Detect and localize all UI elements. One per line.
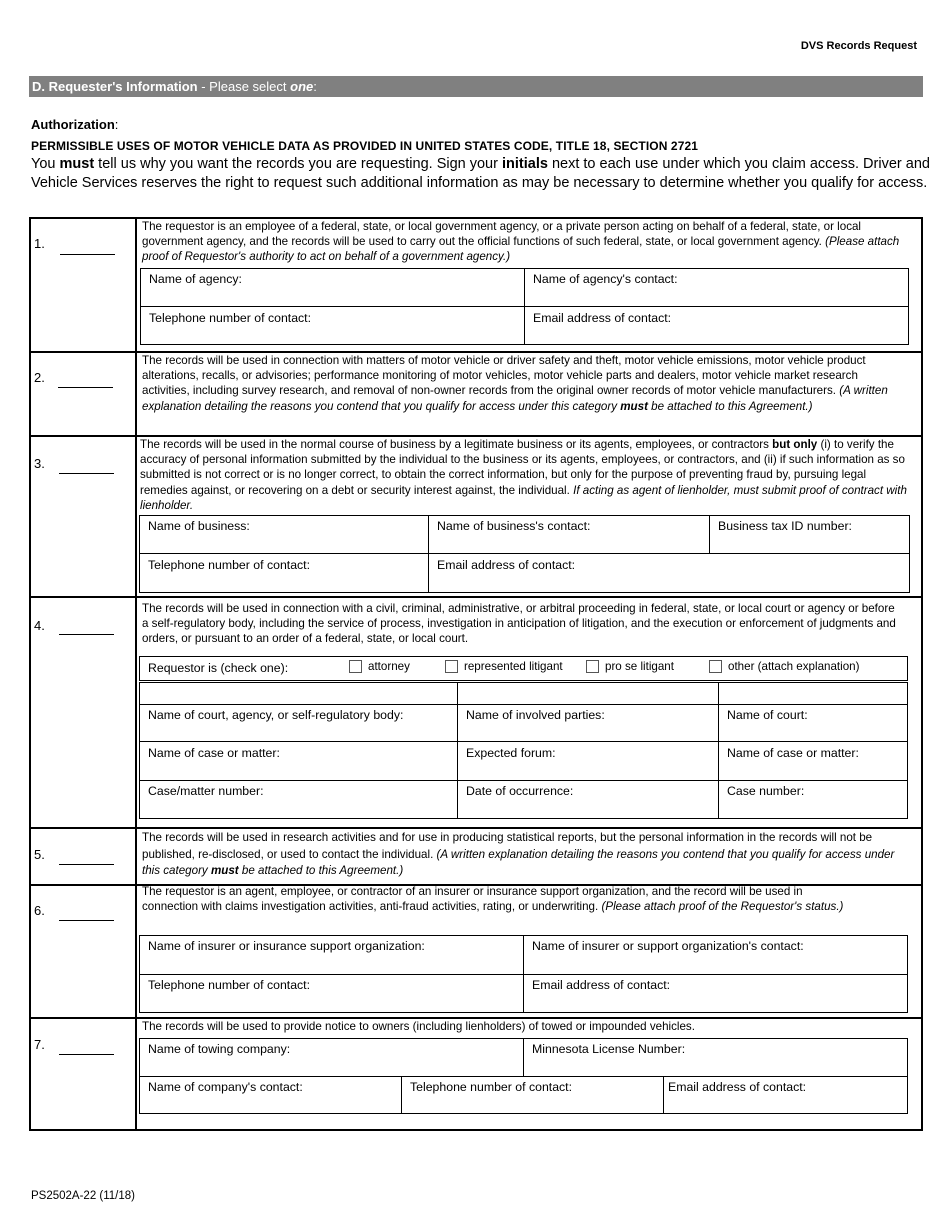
- requestor-type-row: [139, 656, 908, 681]
- insurer-email-field[interactable]: Email address of contact:: [532, 978, 671, 992]
- use-number-5: 5.: [34, 847, 45, 862]
- use-number-1: 1.: [34, 236, 45, 251]
- intro-initials: initials: [501, 156, 548, 172]
- court-agency-body-field[interactable]: Name of court, agency, or self-regulatory body:: [148, 708, 404, 722]
- authorization-heading: [31, 117, 118, 132]
- authorization-colon: :: [114, 117, 119, 132]
- option-other[interactable]: [709, 660, 859, 673]
- company-email-field[interactable]: Email address of contact:: [668, 1080, 807, 1094]
- use-3-body-b: (i) to verify the accuracy of personal information submitted by the individual to the business or its agents, employees, or contractors, and (ii) if such information as so submitted is not correct or is no longer correct, to obtain the correct information, but only for the purpose of preventing fraud by, pursuing legal remedies against, or recovering on a debt or security interest against, the individual.: [140, 438, 905, 497]
- other-label: other (attach explanation): [728, 660, 860, 673]
- use-6-fields: [139, 935, 908, 1013]
- use-1-body: The requestor is an employee of a federal, state, or local government agency, or a private person acting on behalf of a federal, state, or local government agency, and the records will be used to carry out the official functions of such federal, state, or local government agency.: [142, 220, 862, 249]
- pro-se-litigant-label: pro se litigant: [605, 660, 674, 673]
- section-hint-em: one: [290, 79, 314, 94]
- case-matter-name-field[interactable]: Name of case or matter:: [148, 746, 280, 760]
- involved-parties-field[interactable]: Name of involved parties:: [466, 708, 605, 722]
- requestor-type-label: Requestor is (check one):: [148, 661, 289, 675]
- business-tax-id-field[interactable]: Business tax ID number:: [718, 519, 852, 533]
- case-matter-name-field-2[interactable]: Name of case or matter:: [727, 746, 859, 760]
- use-1-text: [142, 219, 902, 265]
- use-3-body-a: The records will be used in the normal course of business by a legitimate business or its agents, employees, or contractors: [140, 438, 773, 451]
- insurer-name-field[interactable]: Name of insurer or insurance support organization:: [148, 939, 425, 953]
- form-number: PS2502A-22 (11/18): [31, 1190, 135, 1202]
- row-divider: [29, 596, 923, 598]
- case-matter-number-field[interactable]: Case/matter number:: [148, 784, 264, 798]
- use-5-body: The records will be used in research activities and for use in producing statistical reports, but the personal information in the records will not be published, re-disclosed, or used to contact the individual.: [142, 831, 873, 861]
- use-6-text: [142, 884, 857, 914]
- date-of-occurrence-field[interactable]: Date of occurrence:: [466, 784, 574, 798]
- initials-line-3[interactable]: [59, 473, 114, 474]
- business-email-field[interactable]: Email address of contact:: [437, 558, 576, 572]
- use-3-fields: [139, 515, 910, 593]
- use-number-4: 4.: [34, 618, 45, 633]
- intro-text-3: next to each use under which you claim access. Driver and Vehicle Services reserves the right to request such additional information as may be necessary to determine whether you qualify for access.: [31, 156, 930, 191]
- use-2-note-b: be attached to this Agreement.): [647, 399, 813, 413]
- use-1-fields: [140, 268, 909, 345]
- court-name-field[interactable]: Name of court:: [727, 708, 808, 722]
- use-3-but-only: but only: [772, 438, 818, 451]
- use-number-3: 3.: [34, 456, 45, 471]
- towing-company-field[interactable]: Name of towing company:: [148, 1042, 291, 1056]
- insurer-contact-field[interactable]: Name of insurer or support organization's contact:: [532, 939, 804, 953]
- use-6-note: (Please attach proof of the Requestor's status.): [601, 900, 844, 914]
- represented-litigant-checkbox[interactable]: [445, 660, 458, 673]
- expected-forum-field[interactable]: Expected forum:: [466, 746, 556, 760]
- company-contact-field[interactable]: Name of company's contact:: [148, 1080, 303, 1094]
- represented-litigant-label: represented litigant: [464, 660, 563, 673]
- pro-se-litigant-checkbox[interactable]: [586, 660, 599, 673]
- agency-phone-field[interactable]: Telephone number of contact:: [149, 311, 312, 325]
- use-7-fields: [139, 1038, 908, 1114]
- option-attorney[interactable]: [349, 660, 410, 673]
- section-label: D. Requester's Information: [32, 79, 198, 94]
- license-number-field[interactable]: Minnesota License Number:: [532, 1042, 686, 1056]
- initials-line-7[interactable]: [59, 1054, 114, 1055]
- use-number-2: 2.: [34, 370, 45, 385]
- use-5-text: [142, 830, 902, 880]
- business-contact-field[interactable]: Name of business's contact:: [437, 519, 591, 533]
- use-2-note-must: must: [620, 399, 648, 413]
- intro-text-2: tell us why you want the records you are requesting. Sign your: [94, 156, 502, 172]
- use-3-note: If acting as agent of lienholder, must submit proof of contract with lienholder.: [140, 483, 907, 512]
- option-pro-se-litigant[interactable]: [586, 660, 674, 673]
- attorney-checkbox[interactable]: [349, 660, 362, 673]
- column-divider: [135, 217, 137, 1131]
- use-5-note-must: must: [210, 864, 239, 877]
- use-4-text: The records will be used in connection with a civil, criminal, administrative, or arbitral proceeding in federal, state, or local court or agency or before a self-regulatory body, including the service of process, investigation in anticipation of litigation, and the execution or enforcement of judgments and orders, or pursuant to an order of a federal, state, or local court.: [142, 602, 896, 646]
- case-number-field[interactable]: Case number:: [727, 784, 805, 798]
- use-1-note: (Please attach proof of Requestor's authority to act on behalf of a government agency.): [142, 235, 900, 264]
- initials-line-1[interactable]: [60, 254, 115, 255]
- initials-line-5[interactable]: [59, 864, 114, 865]
- use-6-body: The requestor is an agent, employee, or contractor of an insurer or insurance support organization, and the record will be used in connection with claims investigation activities, anti-fraud activities, rating, or underwriting.: [142, 885, 803, 914]
- use-2-body: The records will be used in connection with matters of motor vehicle or driver safety and theft, motor vehicle emissions, motor vehicle product alterations, recalls, or advisories; performance monitoring of motor vehicles, motor vehicle parts and dealers, motor vehicle market research activities, including survey research, and removal of non-owner records from the original owner records of motor vehicle manufacturers.: [142, 354, 866, 398]
- use-2-note-a: (A written explanation detailing the reasons you contend that you qualify for access under this category: [142, 384, 888, 413]
- agency-name-field[interactable]: Name of agency:: [149, 272, 242, 286]
- row-divider: [29, 827, 923, 829]
- attorney-label: attorney: [368, 660, 410, 673]
- intro-text-1: You: [31, 156, 60, 172]
- agency-contact-field[interactable]: Name of agency's contact:: [533, 272, 678, 286]
- permissible-uses-heading: PERMISSIBLE USES OF MOTOR VEHICLE DATA AS PROVIDED IN UNITED STATES CODE, TITLE 18, SECTION 2721: [31, 139, 699, 153]
- company-phone-field[interactable]: Telephone number of contact:: [410, 1080, 573, 1094]
- section-hint-suffix: :: [313, 79, 317, 94]
- use-5-note-a: (A written explanation detailing the reasons you contend that you qualify for access under this category: [142, 847, 895, 877]
- use-7-text: The records will be used to provide notice to owners (including lienholders) of towed or impounded vehicles.: [142, 1020, 695, 1033]
- use-4-fields: [139, 682, 908, 819]
- business-name-field[interactable]: Name of business:: [148, 519, 250, 533]
- initials-line-4[interactable]: [59, 634, 114, 635]
- option-represented-litigant[interactable]: [445, 660, 563, 673]
- initials-line-6[interactable]: [59, 920, 114, 921]
- agency-email-field[interactable]: Email address of contact:: [533, 311, 672, 325]
- business-phone-field[interactable]: Telephone number of contact:: [148, 558, 311, 572]
- authorization-label: Authorization: [31, 117, 115, 132]
- initials-line-2[interactable]: [58, 387, 113, 388]
- use-5-note-b: be attached to this Agreement.): [238, 864, 404, 877]
- intro-paragraph: [31, 155, 931, 192]
- intro-must: must: [59, 156, 95, 172]
- document-title: DVS Records Request: [800, 40, 917, 52]
- section-hint-prefix: - Please select: [197, 79, 291, 94]
- use-number-7: 7.: [34, 1037, 45, 1052]
- use-2-text: [142, 353, 902, 414]
- insurer-phone-field[interactable]: Telephone number of contact:: [148, 978, 311, 992]
- use-3-text: [140, 437, 915, 513]
- other-checkbox[interactable]: [709, 660, 722, 673]
- section-header: [29, 76, 923, 97]
- use-number-6: 6.: [34, 903, 45, 918]
